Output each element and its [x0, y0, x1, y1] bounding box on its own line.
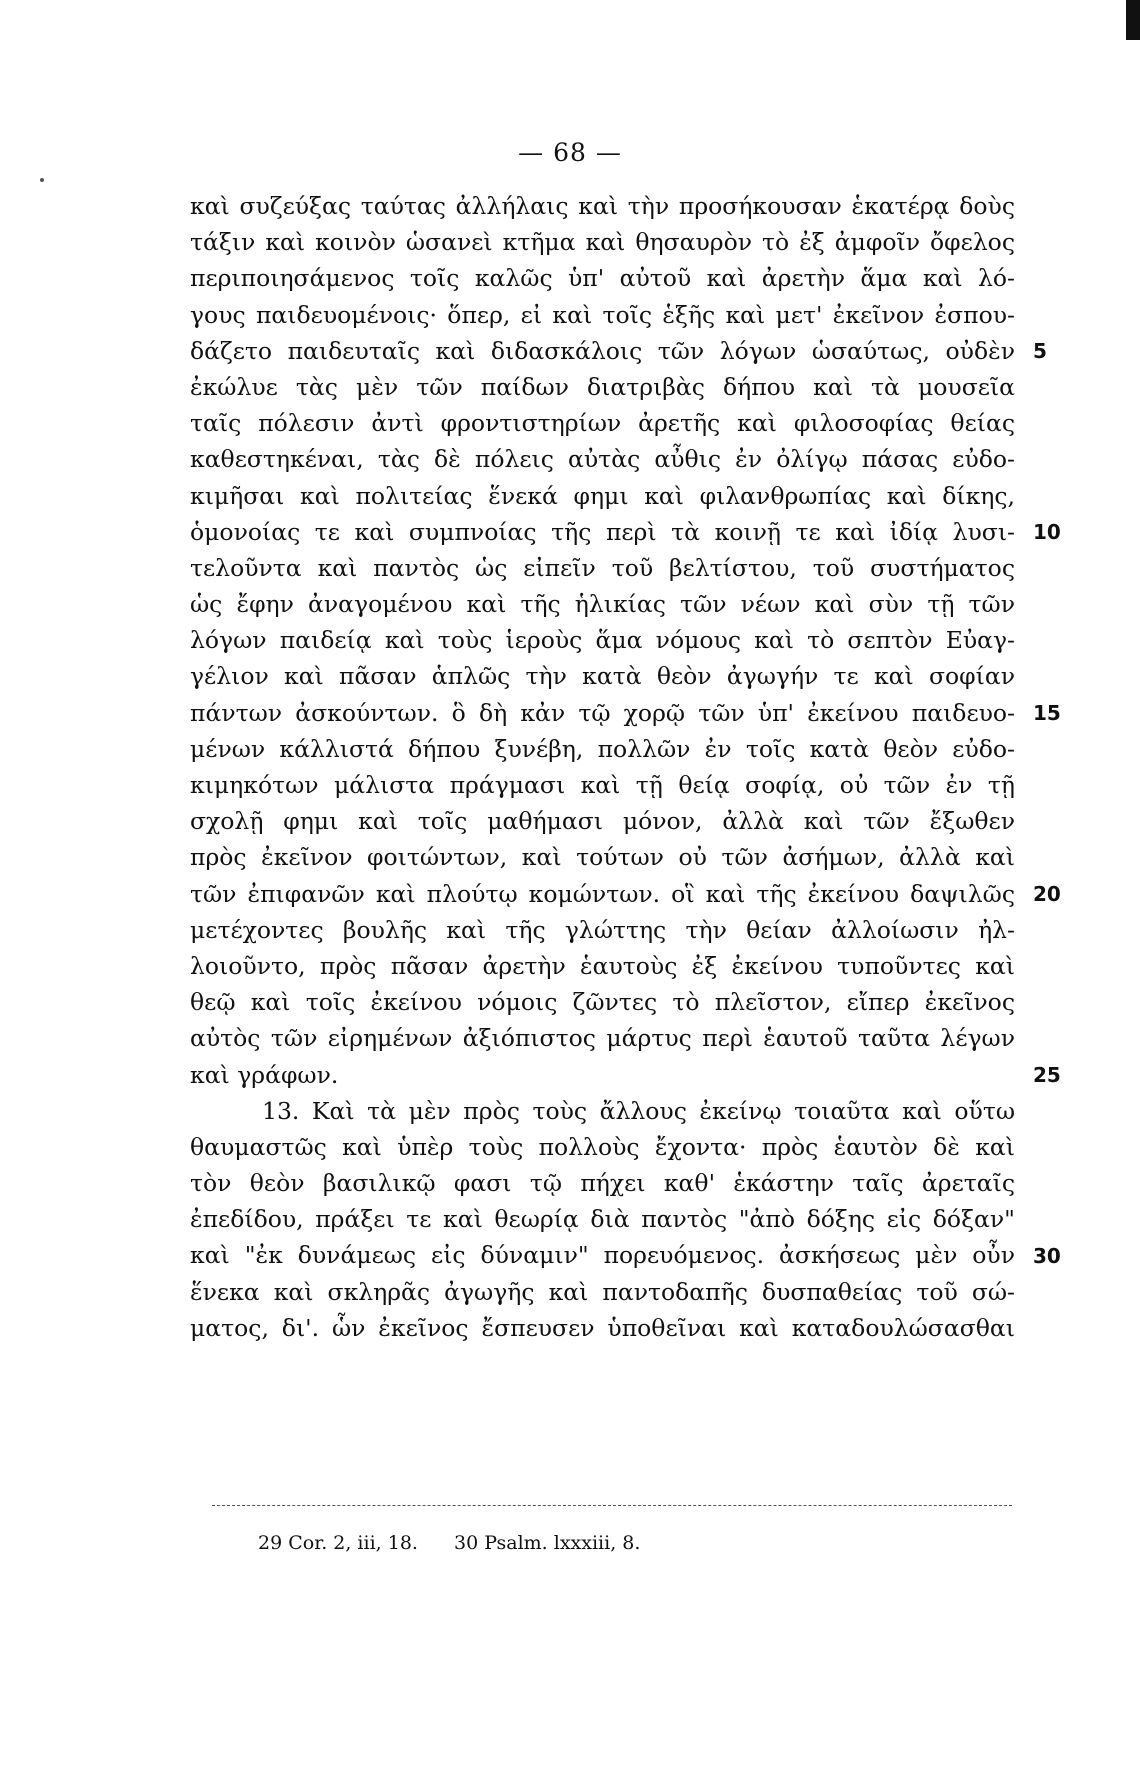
scan-edge-mark [1126, 0, 1140, 40]
footnotes [258, 1532, 670, 1554]
text-line: ὁμονοίας τε καὶ συμπνοίας τῆς περὶ τὰ κοινῇ τε καὶ ἰδίᾳ λυσι- [190, 517, 1015, 546]
line-number: 25 [1033, 1062, 1061, 1087]
text-line: λόγων παιδείᾳ καὶ τοὺς ἱεροὺς ἅμα νόμους καὶ τὸ σεπτὸν Εὐαγ- [190, 626, 1015, 655]
text-line: καὶ "ἐκ δυνάμεως εἰς δύναμιν" πορευόμενος. ἀσκήσεως μὲν οὖν [190, 1241, 1015, 1270]
footnote: 30 Psalm. lxxxiii, 8. [454, 1532, 641, 1554]
line-number: 30 [1033, 1243, 1061, 1268]
text-line: κιμῆσαι καὶ πολιτείας ἕνεκά φημι καὶ φιλανθρωπίας καὶ δίκης, [190, 481, 1015, 510]
text-line: κιμηκότων μάλιστα πράγμασι καὶ τῇ θείᾳ σοφίᾳ, οὐ τῶν ἐν τῇ [190, 771, 1015, 799]
text-line: πάντων ἀσκούντων. ὃ δὴ κἀν τῷ χορῷ τῶν ὑπ' ἐκείνου παιδευο- [190, 698, 1015, 727]
text-line: πρὸς ἐκεῖνον φοιτώντων, καὶ τούτων οὐ τῶν ἀσήμων, ἀλλὰ καὶ [190, 843, 1015, 872]
text-line: καὶ γράφων. [190, 1060, 339, 1089]
text-line: τάξιν καὶ κοινὸν ὡσανεὶ κτῆμα καὶ θησαυρὸν τὸ ἐξ ἀμφοῖν ὄφελος [190, 228, 1015, 257]
text-line: ἕνεκα καὶ σκληρᾶς ἀγωγῆς καὶ παντοδαπῆς δυσπαθείας τοῦ σώ- [190, 1277, 1015, 1306]
text-line: γους παιδευομένοις· ὅπερ, εἰ καὶ τοῖς ἑξῆς καὶ μετ' ἐκεῖνον ἐσπου- [190, 300, 1015, 329]
page-number: — 68 — [518, 138, 622, 167]
text-line: τελοῦντα καὶ παντὸς ὡς εἰπεῖν τοῦ βελτίστου, τοῦ συστήματος [190, 553, 1015, 582]
text-line: γέλιον καὶ πᾶσαν ἁπλῶς τὴν κατὰ θεὸν ἀγωγήν τε καὶ σοφίαν [190, 662, 1015, 691]
text-line: θαυμαστῶς καὶ ὑπὲρ τοὺς πολλοὺς ἔχοντα· πρὸς ἑαυτὸν δὲ καὶ [190, 1132, 1015, 1161]
text-line: ὡς ἔφην ἀναγομένου καὶ τῆς ἡλικίας τῶν νέων καὶ σὺν τῇ τῶν [190, 590, 1015, 619]
text-line: δάζετο παιδευταῖς καὶ διδασκάλοις τῶν λόγων ὡσαύτως, οὐδὲν [190, 336, 1015, 365]
line-number: 20 [1033, 881, 1061, 906]
scan-speck [40, 178, 44, 182]
text-line: σχολῇ φημι καὶ τοῖς μαθήμασι μόνον, ἀλλὰ καὶ τῶν ἔξωθεν [190, 807, 1015, 836]
text-line: λοιοῦντο, πρὸς πᾶσαν ἀρετὴν ἑαυτοὺς ἐξ ἐκείνου τυποῦντες καὶ [190, 951, 1015, 980]
text-line: καθεστηκέναι, τὰς δὲ πόλεις αὐτὰς αὖθις ἐν ὀλίγῳ πάσας εὐδο- [190, 445, 1015, 474]
footnote: 29 Cor. 2, iii, 18. [258, 1532, 418, 1554]
text-line: αὐτὸς τῶν εἰρημένων ἀξιόπιστος μάρτυς περὶ ἑαυτοῦ ταῦτα λέγων [190, 1024, 1015, 1053]
text-line: τὸν θεὸν βασιλικῷ φασι τῷ πήχει καθ' ἑκάστην ταῖς ἀρεταῖς [190, 1169, 1015, 1198]
text-line: ταῖς πόλεσιν ἀντὶ φροντιστηρίων ἀρετῆς καὶ φιλοσοφίας θείας [190, 409, 1015, 438]
body-text [190, 188, 1015, 1346]
text-line: μένων κάλλιστά δήπου ξυνέβη, πολλῶν ἐν τοῖς κατὰ θεὸν εὐδο- [190, 734, 1015, 763]
footnote-divider [212, 1505, 1012, 1506]
text-line: ἐκώλυε τὰς μὲν τῶν παίδων διατριβὰς δήπου καὶ τὰ μουσεῖα [190, 372, 1015, 401]
text-line: τῶν ἐπιφανῶν καὶ πλούτῳ κομώντων. οἳ καὶ τῆς ἐκείνου δαψιλῶς [190, 879, 1015, 908]
line-number: 10 [1033, 519, 1061, 544]
text-line: περιποιησάμενος τοῖς καλῶς ὑπ' αὐτοῦ καὶ ἀρετὴν ἅμα καὶ λό- [190, 264, 1015, 293]
text-line: ματος, δι'. ὧν ἐκεῖνος ἔσπευσεν ὑποθεῖναι καὶ καταδουλώσασθαι [190, 1313, 1015, 1342]
line-number: 5 [1033, 338, 1047, 363]
text-line: 13. Καὶ τὰ μὲν πρὸς τοὺς ἄλλους ἐκείνῳ τοιαῦτα καὶ οὕτω [262, 1096, 1015, 1125]
line-number: 15 [1033, 700, 1061, 725]
text-line: ἐπεδίδου, πράξει τε καὶ θεωρίᾳ διὰ παντὸς "ἀπὸ δόξης εἰς δόξαν" [190, 1205, 1015, 1234]
text-line: καὶ συζεύξας ταύτας ἀλλήλαις καὶ τὴν προσήκουσαν ἑκατέρᾳ δοὺς [190, 192, 1015, 220]
text-line: θεῷ καὶ τοῖς ἐκείνου νόμοις ζῶντες τὸ πλεῖστον, εἴπερ ἐκεῖνος [190, 988, 1015, 1017]
text-line: μετέχοντες βουλῆς καὶ τῆς γλώττης τὴν θείαν ἀλλοίωσιν ἠλ- [190, 915, 1015, 944]
